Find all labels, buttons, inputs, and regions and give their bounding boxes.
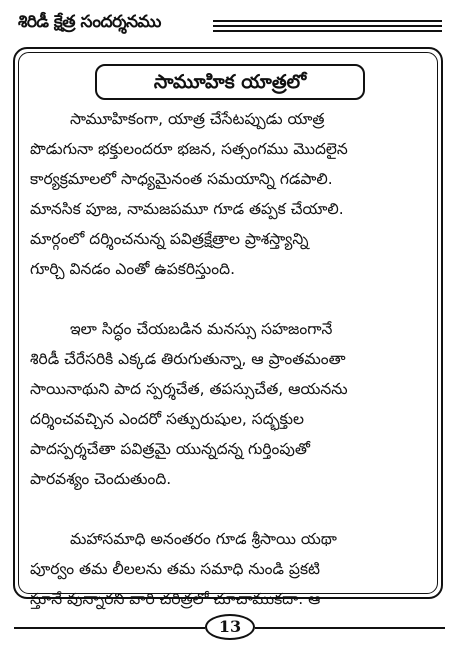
text-line: సాయినాథుని పాద స్పర్శచేత, తపస్సుచేత, ఆయనను: [30, 380, 348, 398]
paragraph-3: [30, 524, 430, 614]
footer-rule-right: [255, 627, 445, 629]
text-line: పారవశ్యం చెందుతుంది.: [30, 470, 172, 488]
text-line: కార్యక్రమాలలో సాధ్యమైనంత సమయాన్ని గడపాలి.: [30, 170, 333, 188]
text-line: పాదస్పర్శచేతా పవిత్రమై యున్నదన్న గుర్తింపుతో: [30, 440, 311, 458]
text-line: సామూహికంగా, యాత్ర చేసేటప్పుడు యాత్ర: [70, 110, 325, 128]
text-line: గూర్చి వినడం ఎంతో ఉపకరిస్తుంది.: [30, 260, 235, 278]
text-line: మహాసమాధి అనంతరం గూడ శ్రీసాయి యథా: [70, 530, 337, 548]
text-line: దర్శించవచ్చిన ఎందరో సత్పురుషుల, సద్భక్తుల: [30, 410, 304, 428]
text-line: పొడుగునా భక్తులందరూ భజన, సత్సంగము మొదలైన: [30, 140, 348, 158]
section-title: సామూహిక యాత్రలో: [95, 64, 365, 100]
text-line: శిరిడీ చేరేసరికి ఎక్కడ తిరుగుతున్నా, ఆ ప్రాంతమంతా: [30, 350, 346, 368]
book-title: శిరిడీ క్షేత్ర సందర్శనము: [18, 12, 165, 36]
paragraph-1: [30, 104, 430, 284]
text-line: ఇలా సిద్ధం చేయబడిన మనస్సు సహజంగానే: [70, 320, 333, 338]
running-header: [18, 10, 442, 40]
text-line: మానసిక పూజ, నామజపమూ గూడ తప్పక చేయాలి.: [30, 200, 344, 218]
footer-rule-left: [14, 627, 205, 629]
header-rule: [213, 25, 442, 27]
text-line: పూర్వం తమ లీలలను తమ సమాధి నుండి ప్రకటి: [30, 560, 321, 578]
header-rule: [213, 20, 442, 22]
text-line: స్తూనే వున్నారని వారి చరిత్రలో చూచాముకదా. ఆ: [30, 590, 321, 608]
page-number: 13: [205, 614, 255, 640]
text-line: మార్గంలో దర్శించనున్న పవిత్రక్షేత్రాల ప్రాశస్త్యాన్ని: [30, 230, 309, 248]
header-rule: [213, 30, 442, 32]
paragraph-2: [30, 314, 430, 494]
